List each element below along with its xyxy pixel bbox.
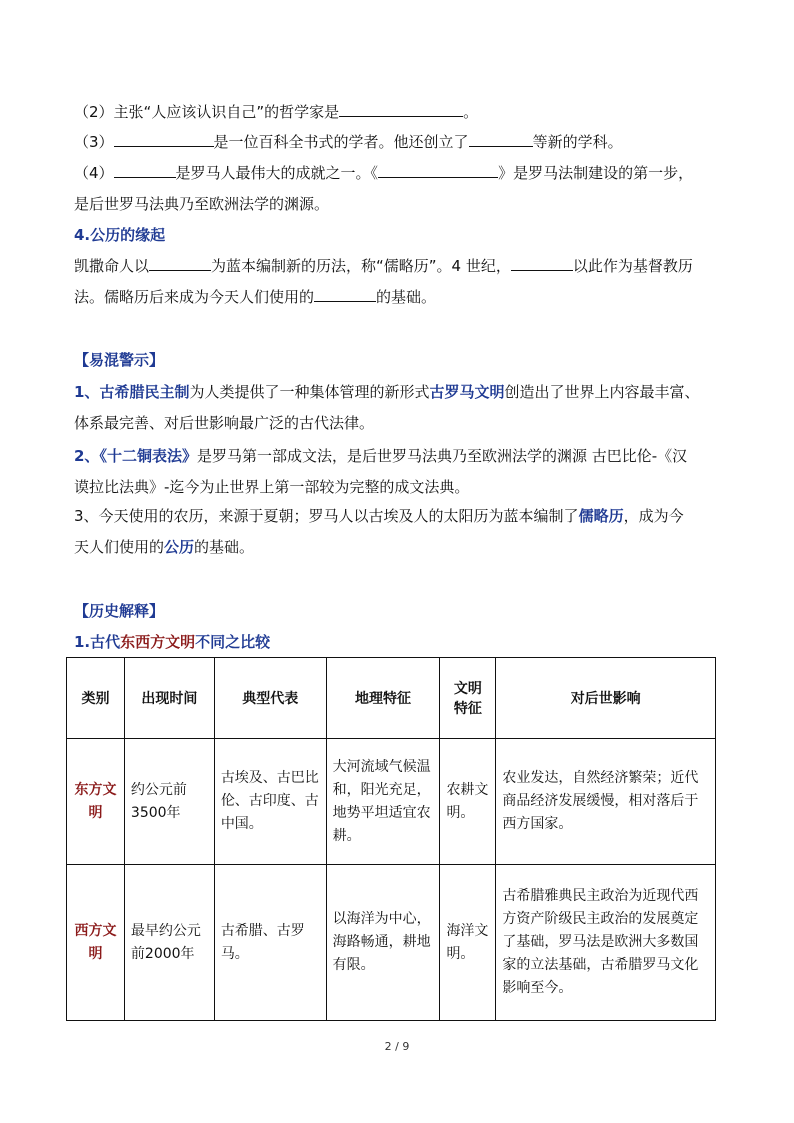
answer-blank[interactable] xyxy=(114,163,176,178)
header-time: 出现时间 xyxy=(124,658,214,739)
point-text: 是罗马第一部成文法，是后世罗马法典乃至欧洲法学的渊源 xyxy=(196,447,587,465)
history-title: 【历史解释】 xyxy=(74,602,165,620)
calendar-line-1 xyxy=(74,254,693,278)
answer-blank[interactable] xyxy=(314,287,376,302)
header-feature: 文明特征 xyxy=(440,658,496,739)
point-text: 的基础。 xyxy=(194,538,255,556)
calendar-text-c: 以此作为基督教历 xyxy=(572,257,693,275)
warning-point-1 xyxy=(74,380,700,404)
point-text: 天人们使用的 xyxy=(74,538,165,556)
comparison-table xyxy=(66,657,716,1021)
cell-impact: 古希腊雅典民主政治为近现代西方资产阶级民主政治的发展奠定了基础，罗马法是欧洲大多数国家的立法基础，古希腊罗马文化影响至今。 xyxy=(496,865,716,1021)
header-geography: 地理特征 xyxy=(326,658,440,739)
keyword: 古罗马文明 xyxy=(429,383,505,401)
cell-time: 最早约公元前2000年 xyxy=(124,865,214,1021)
subtitle-keyword: 东西方文明 xyxy=(120,633,196,651)
answer-blank[interactable] xyxy=(114,132,214,147)
cell-geography: 以海洋为中心，海路畅通，耕地有限。 xyxy=(326,865,440,1021)
point-text: 创造出了世界上内容最丰富、 xyxy=(504,383,700,401)
section-4-title: 4.公历的缘起 xyxy=(74,226,166,244)
keyword: 《十二铜表法》 xyxy=(99,447,197,465)
warning-title: 【易混警示】 xyxy=(74,351,165,369)
subtitle-part: 1.古代 xyxy=(74,633,121,651)
cell-category: 东方文明 xyxy=(67,739,125,865)
answer-blank[interactable] xyxy=(511,256,573,271)
question-4-text: 是罗马人最伟大的成就之一。《 xyxy=(175,164,379,182)
cell-representative: 古埃及、古巴比伦、古印度、古中国。 xyxy=(214,739,326,865)
cell-feature: 农耕文明。 xyxy=(440,739,496,865)
question-4-end: 》是罗马法制建设的第一步， xyxy=(498,164,694,182)
question-2-end: 。 xyxy=(463,103,479,121)
question-3-end: 等新的学科。 xyxy=(532,133,623,151)
question-3-text: 是一位百科全书式的学者。他还创立了 xyxy=(213,133,469,151)
point-number: 1、 xyxy=(74,383,100,401)
table-row xyxy=(67,739,716,865)
answer-blank[interactable] xyxy=(339,102,463,117)
keyword: 古希腊民主制 xyxy=(99,383,190,401)
question-3-number: （3） xyxy=(74,133,114,151)
calendar-text-b: 为蓝本编制新的历法，称“儒略历”。4 世纪， xyxy=(211,257,511,275)
cell-geography: 大河流域气候温和，阳光充足，地势平坦适宜农耕。 xyxy=(326,739,440,865)
calendar-text-e: 的基础。 xyxy=(376,288,437,306)
cell-impact: 农业发达，自然经济繁荣；近代商品经济发展缓慢，相对落后于西方国家。 xyxy=(496,739,716,865)
cell-time: 约公元前3500年 xyxy=(124,739,214,865)
question-3 xyxy=(74,130,623,154)
question-4-number: （4） xyxy=(74,164,114,182)
point-text: 3、今天使用的农历，来源于夏朝；罗马人以古埃及人的太阳历为蓝本编制了 xyxy=(74,507,579,525)
question-4-line2: 是后世罗马法典乃至欧洲法学的渊源。 xyxy=(74,195,330,213)
warning-point-2 xyxy=(74,444,687,468)
subtitle-part: 不同之比较 xyxy=(195,633,271,651)
question-2 xyxy=(74,100,478,124)
cell-representative: 古希腊、古罗马。 xyxy=(214,865,326,1021)
header-representative: 典型代表 xyxy=(214,658,326,739)
table-row xyxy=(67,865,716,1021)
answer-blank[interactable] xyxy=(469,132,533,147)
header-impact: 对后世影响 xyxy=(496,658,716,739)
question-4 xyxy=(74,161,693,185)
header-category: 类别 xyxy=(67,658,125,739)
point-number: 2、 xyxy=(74,447,100,465)
answer-blank[interactable] xyxy=(149,256,211,271)
point-text: 为人类提供了一种集体管理的新形式 xyxy=(189,383,430,401)
calendar-text-d: 法。儒略历后来成为今天人们使用的 xyxy=(74,288,315,306)
warning-point-2-line2: 谟拉比法典》-迄今为止世界上第一部较为完整的成文法典。 xyxy=(74,478,470,496)
point-text: 古巴比伦-《汉 xyxy=(591,447,688,465)
point-text: ，成为今 xyxy=(623,507,684,525)
page-number: 2 / 9 xyxy=(384,1040,410,1053)
keyword: 儒略历 xyxy=(578,507,624,525)
cell-category: 西方文明 xyxy=(67,865,125,1021)
cell-feature: 海洋文明。 xyxy=(440,865,496,1021)
history-subtitle xyxy=(74,630,270,654)
question-2-text: （2）主张“人应该认识自己”的哲学家是 xyxy=(74,103,340,121)
keyword: 公历 xyxy=(164,538,195,556)
calendar-line-2 xyxy=(74,285,436,309)
warning-point-3 xyxy=(74,504,684,528)
table-header-row xyxy=(67,658,716,739)
calendar-text-a: 凯撒命人以 xyxy=(74,257,150,275)
answer-blank[interactable] xyxy=(378,163,498,178)
warning-point-3-line2 xyxy=(74,535,254,559)
warning-point-1-line2: 体系最完善、对后世影响最广泛的古代法律。 xyxy=(74,414,375,432)
